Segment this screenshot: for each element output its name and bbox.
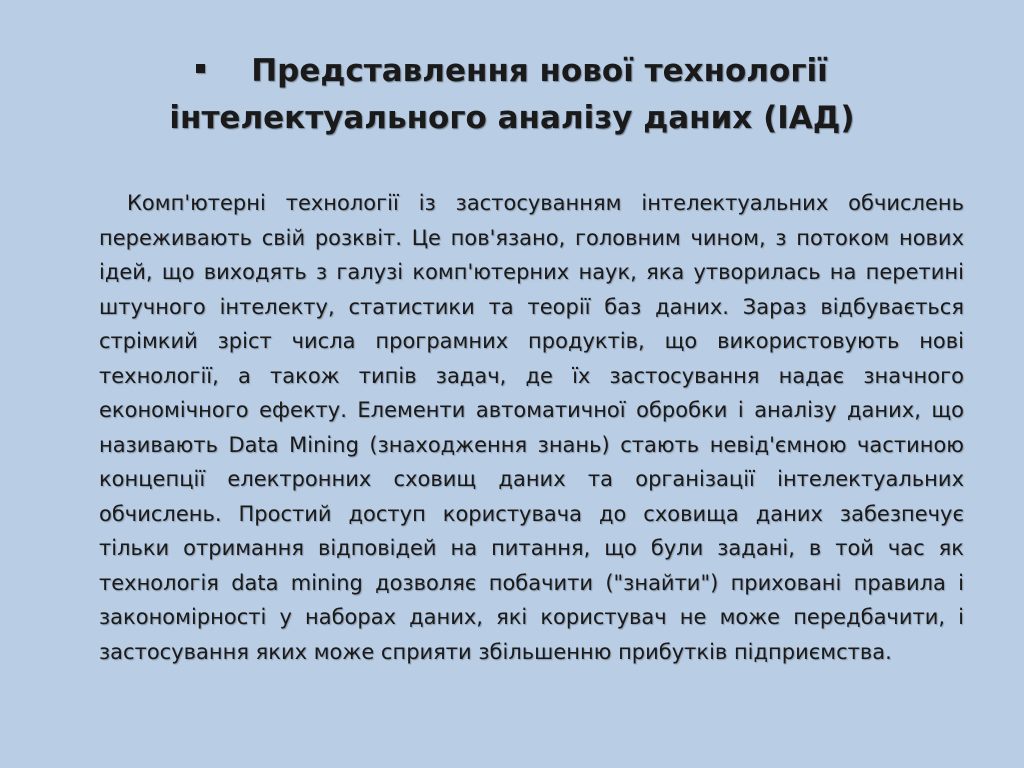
title-line-1: Представлення нової технології bbox=[251, 53, 828, 89]
title-line-2: інтелектуального аналізу даних (ІАД) bbox=[169, 100, 855, 136]
slide-title bbox=[100, 48, 924, 142]
square-bullet-icon bbox=[196, 64, 205, 73]
body-paragraph: Комп'ютерні технології із застосуванням інтелектуальних обчислень переживають свій розквіт. Це пов'язано, головним чином, з потоком нових ідей, що виходять з галузі комп'ютерних наук, яка утворилась на перетині штучного інтелекту, статистики та теорії баз даних. Зараз відбувається стрімкий зріст числа програмних продуктів, що використовують нові технології, а також типів задач, де їх застосування надає значного економічного ефекту. Елементи автоматичної обробки і аналізу даних, що називають Data Mining (знаходження знань) стають невід'ємною частиною концепції електронних сховищ даних та організації інтелектуальних обчислень. Простий доступ користувача до сховища даних забезпечує тільки отримання відповідей на питання, що були задані, в той час як технологія data mining дозволяє побачити ("знайти") приховані правила і закономірності у наборах даних, які користувач не може передбачити, і застосування яких може сприяти збільшенню прибутків підприємства. bbox=[99, 191, 964, 664]
title-line-1-row bbox=[100, 48, 924, 95]
